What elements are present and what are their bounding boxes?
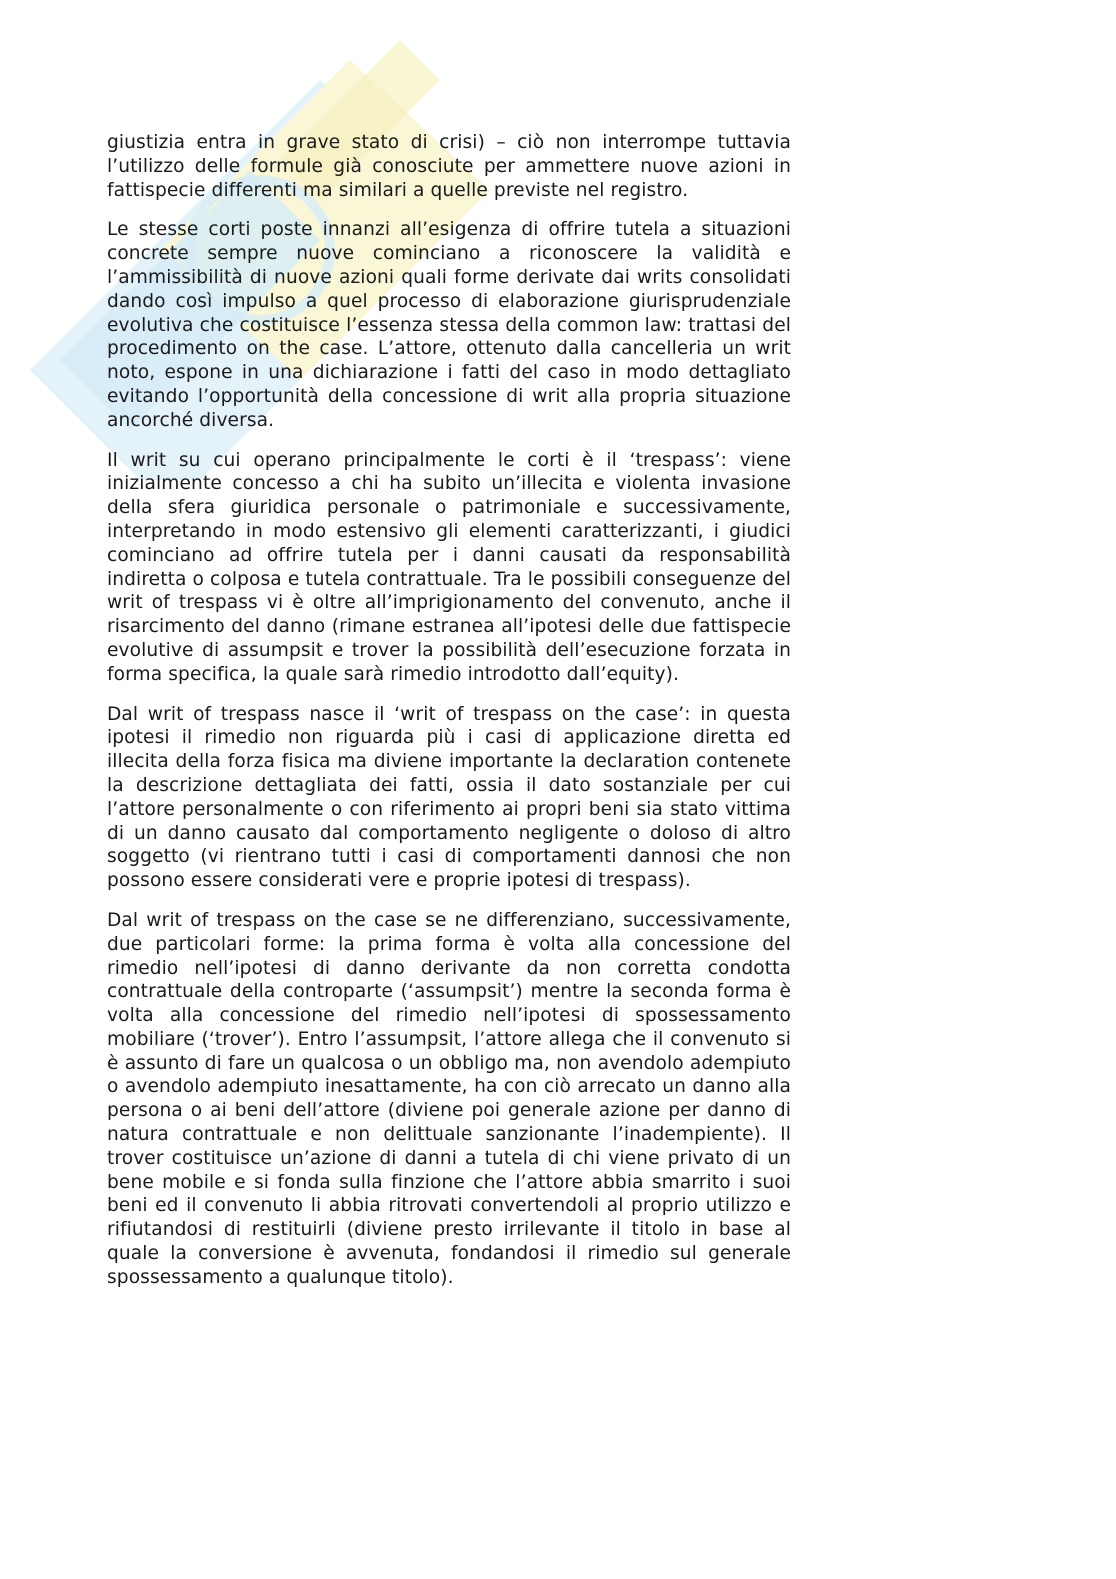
paragraph-3: Il writ su cui operano principalmente le corti è il ‘trespass’: viene inizialmente concesso a chi ha subito un’illecita e violenta invasione della sfera giuridica personale o patrimoniale e successivamente, interpretando in modo estensivo gli elementi caratterizzanti, i giudici cominciano ad offrire tutela per i danni causati da responsabilità indiretta o colposa e tutela contrattuale. Tra le possibili conseguenze del writ of trespass vi è oltre all’imprigionamento del convenuto, anche il risarcimento del danno (rimane estranea all’ipotesi delle due fattispecie evolutive di assumpsit e trover la possibilità dell’esecuzione forzata in forma specifica, la quale sarà rimedio introdotto dall’equity). bbox=[107, 449, 791, 685]
paragraph-4: Dal writ of trespass nasce il ‘writ of trespass on the case’: in questa ipotesi il rimedio non riguarda più i casi di applicazione diretta ed illecita della forza fisica ma diviene importante la declaration contenete la descrizione dettagliata dei fatti, ossia il dato sostanziale per cui l’attore personalmente o con riferimento ai propri beni sia stato vittima di un danno causato dal comportamento negligente o doloso di altro soggetto (vi rientrano tutti i casi di comportamenti dannosi che non possono essere considerati vere e proprie ipotesi di trespass). bbox=[107, 703, 791, 892]
paragraph-2: Le stesse corti poste innanzi all’esigenza di offrire tutela a situazioni concrete sempre nuove cominciano a riconoscere la validità e l’ammissibilità di nuove azioni quali forme derivate dai writs consolidati dando così impulso a quel processo di elaborazione giurisprudenziale evolutiva che costituisce l’essenza stessa della common law: trattasi del procedimento on the case. L’attore, ottenuto dalla cancelleria un writ noto, espone in una dichiarazione i fatti del caso in modo dettagliato evitando l’opportunità della concessione di writ alla propria situazione ancorché diversa. bbox=[107, 219, 791, 431]
paragraph-1: giustizia entra in grave stato di crisi) – ciò non interrompe tuttavia l’utilizzo delle formule già conosciute per ammettere nuove azioni in fattispecie differenti ma similari a quelle previste nel registro. bbox=[107, 132, 791, 201]
paragraph-5: Dal writ of trespass on the case se ne differenziano, successivamente, due particolari forme: la prima forma è volta alla concessione del rimedio nell’ipotesi di danno derivante da non corretta condotta contrattuale della controparte (‘assumpsit’) mentre la seconda forma è volta alla concessione del rimedio nell’ipotesi di spossessamento mobiliare (‘trover’). Entro l’assumpsit, l’attore allega che il convenuto si è assunto di fare un qualcosa o un obbligo ma, non avendolo adempiuto o avendolo adempiuto inesattamente, ha con ciò arrecato un danno alla persona o ai beni dell’attore (diviene poi generale azione per danno di natura contrattuale e non delittuale sanzionante l’inadempiente). Il trover costituisce un’azione di danni a tutela di chi viene privato di un bene mobile e si fonda sulla finzione che l’attore abbia smarrito i suoi beni ed il convenuto li abbia ritrovati convertendoli al proprio utilizzo e rifiutandosi di restituirli (diviene presto irrilevante il titolo in base al quale la conversione è avvenuta, fondandosi il rimedio sul generale spossessamento a qualunque titolo). bbox=[107, 909, 791, 1288]
document-body bbox=[107, 131, 791, 1306]
